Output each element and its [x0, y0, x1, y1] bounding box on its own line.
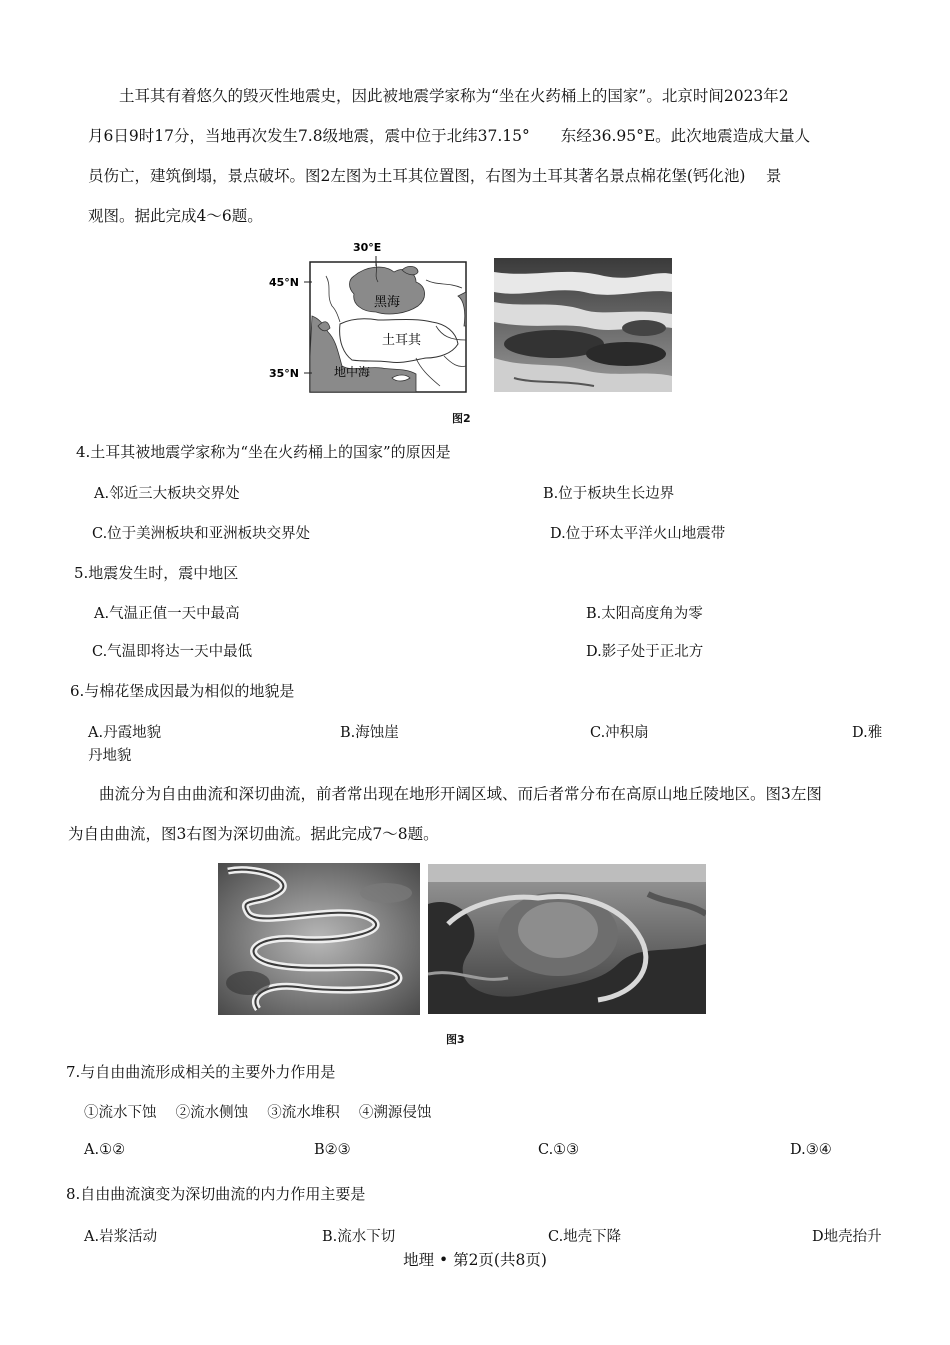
map-lat-top-label: 45°N: [269, 276, 300, 289]
q5-option-a: A.气温正值一天中最高: [94, 606, 240, 622]
q4-option-a: A.邻近三大板块交界处: [94, 486, 240, 502]
q7-option-a: A.①②: [84, 1142, 126, 1158]
figure2-map: [266, 236, 472, 396]
q7-option-c: C.①③: [538, 1142, 580, 1158]
intro1-line3: 员伤亡，建筑倒塌，景点破坏。图2左图为土耳其位置图，右图为土耳其著名景点棉花堡(钙化池) 景: [88, 167, 782, 185]
figure3-incised-meander-photo: [428, 864, 706, 1014]
q4-option-d: D.位于环太平洋火山地震带: [550, 526, 726, 542]
figure3-caption: 图3: [446, 1033, 465, 1046]
q6-option-a: A.丹霞地貌: [88, 725, 162, 741]
q4-option-c: C.位于美洲板块和亚洲板块交界处: [92, 526, 311, 542]
map-turkey-label: 土耳其: [382, 333, 422, 348]
figure2-caption: 图2: [452, 412, 471, 425]
question-8-stem: 8.自由曲流演变为深切曲流的内力作用主要是: [66, 1185, 366, 1203]
question-4-stem: 4.土耳其被地震学家称为“坐在火药桶上的国家”的原因是: [76, 443, 451, 461]
q8-option-b: B.流水下切: [322, 1229, 396, 1245]
q6-option-c: C.冲积扇: [590, 725, 649, 741]
q6-option-d-part1: D.雅: [852, 725, 883, 741]
figure3-free-meander-photo: [218, 863, 420, 1015]
q7-option-b: B②③: [314, 1142, 351, 1158]
q5-option-d: D.影子处于正北方: [586, 644, 704, 660]
page-footer: 地理 • 第2页(共8页): [403, 1251, 547, 1269]
q7-option-d: D.③④: [790, 1142, 832, 1158]
map-med-sea-label: 地中海: [334, 365, 371, 379]
map-lat-bottom-label: 35°N: [269, 367, 300, 380]
intro1-line1: 土耳其有着悠久的毁灭性地震史，因此被地震学家称为“坐在火药桶上的国家”。北京时间2023年2: [119, 87, 789, 105]
map-black-sea-label: 黑海: [374, 295, 401, 310]
q6-option-d-part2: 丹地貌: [88, 748, 132, 764]
intro-paragraph-1: [88, 76, 878, 236]
question-5-stem: 5.地震发生时，震中地区: [74, 564, 239, 582]
turkey-location-map: [266, 236, 472, 396]
intro-paragraph-2: [68, 774, 868, 854]
question-6-stem: 6.与棉花堡成因最为相似的地貌是: [70, 682, 295, 700]
map-lon-label: 30°E: [353, 241, 382, 254]
q7-statement-items: ①流水下蚀 ②流水侧蚀 ③流水堆积 ④溯源侵蚀: [84, 1105, 432, 1121]
q8-option-d: D地壳抬升: [812, 1229, 882, 1245]
intro2-line1: 曲流分为自由曲流和深切曲流，前者常出现在地形开阔区域、而后者常分布在高原山地丘陵地区。图3左图: [99, 785, 822, 803]
intro2-line2: 为自由曲流，图3右图为深切曲流。据此完成7～8题。: [68, 825, 439, 843]
q4-option-b: B.位于板块生长边界: [543, 486, 675, 502]
intro1-line2: 月6日9时17分，当地再次发生7.8级地震，震中位于北纬37.15° 东经36.95°E。此次地震造成大量人: [88, 127, 811, 145]
intro1-line4: 观图。据此完成4～6题。: [88, 207, 263, 225]
question-7-stem: 7.与自由曲流形成相关的主要外力作用是: [66, 1063, 336, 1081]
q8-option-a: A.岩浆活动: [84, 1229, 158, 1245]
figure2-pamukkale-photo: [494, 258, 672, 392]
q5-option-c: C.气温即将达一天中最低: [92, 644, 253, 660]
q5-option-b: B.太阳高度角为零: [586, 606, 703, 622]
q6-option-b: B.海蚀崖: [340, 725, 399, 741]
q8-option-c: C.地壳下降: [548, 1229, 622, 1245]
